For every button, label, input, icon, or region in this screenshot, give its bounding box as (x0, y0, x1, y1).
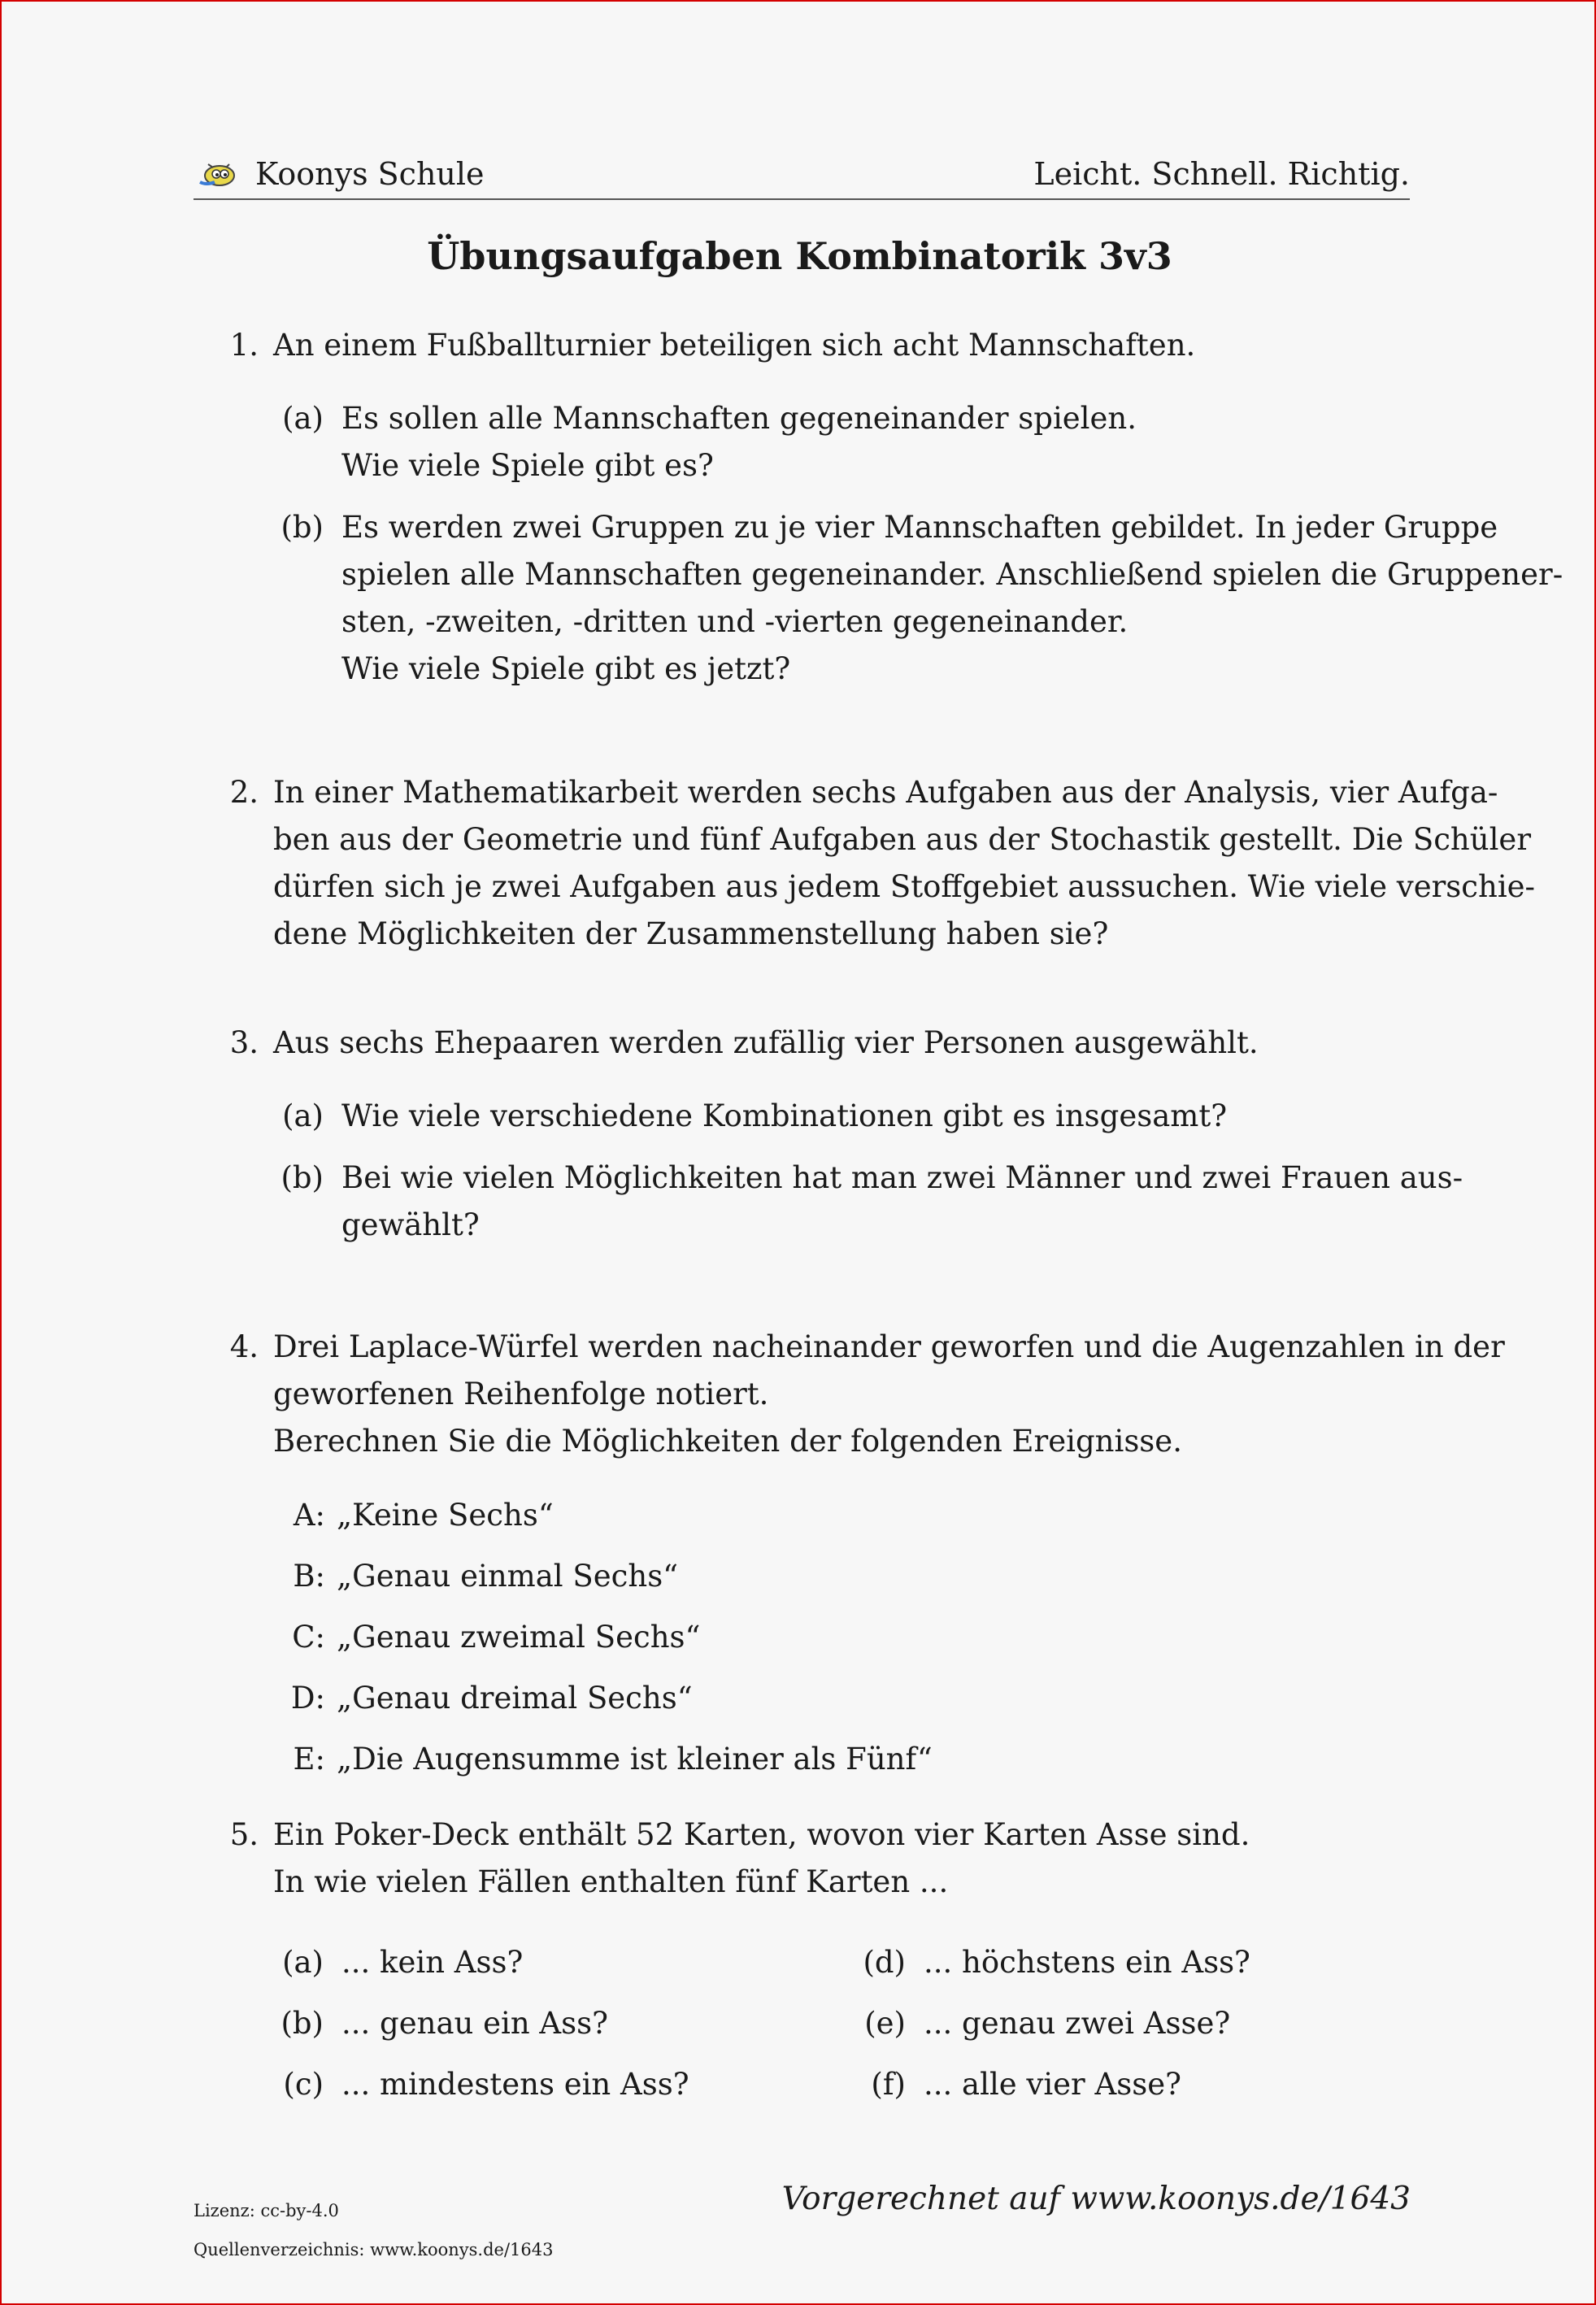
sub-text: ... genau zwei Asse? (924, 2006, 1231, 2041)
text-line: Ein Poker-Deck enthält 52 Karten, wovon vier Karten Asse sind. (273, 1817, 1250, 1852)
brand-name: Koonys Schule (255, 156, 485, 192)
text-line: In wie vielen Fällen enthalten fünf Karten ... (273, 1864, 949, 1899)
text-line: In einer Mathematikarbeit werden sechs Aufgaben aus der Analysis, vier Aufga- (273, 775, 1498, 810)
text-line: An einem Fußballturnier beteiligen sich acht Mannschaften. (273, 328, 1196, 363)
solution-link[interactable]: Vorgerechnet auf www.koonys.de/1643 (781, 2181, 1411, 2217)
sub-label: (d) (863, 1945, 906, 1980)
sub-label: (b) (280, 1160, 324, 1195)
page-header (194, 153, 1410, 200)
event-text: „Genau zweimal Sechs“ (337, 1620, 701, 1655)
koony-logo-icon (197, 158, 237, 190)
problem-number: 3. (229, 1025, 259, 1060)
sub-label: (f) (871, 2067, 906, 2102)
event-text: „Die Augensumme ist kleiner als Fünf“ (337, 1742, 933, 1777)
text-line: ben aus der Geometrie und fünf Aufgaben aus der Stochastik gestellt. Die Schüler (273, 822, 1532, 857)
text-line: gewählt? (341, 1207, 480, 1242)
sub-label: (a) (282, 1098, 324, 1133)
text-line: Wie viele verschiedene Kombinationen gibt es insgesamt? (341, 1098, 1228, 1133)
text-line: Berechnen Sie die Möglichkeiten der folgenden Ereignisse. (273, 1424, 1182, 1459)
sub-label: (e) (864, 2006, 906, 2041)
sub-text: ... alle vier Asse? (924, 2067, 1181, 2102)
event-label: A: (293, 1498, 325, 1533)
problem-number: 2. (229, 775, 259, 810)
sub-label: (c) (283, 2067, 324, 2102)
text-line: Wie viele Spiele gibt es? (341, 448, 714, 483)
sources-note: Quellenverzeichnis: www.koonys.de/1643 (194, 2240, 554, 2259)
sub-text (341, 1093, 1227, 1140)
sub-label: (a) (282, 1945, 324, 1980)
sub-label: (b) (280, 510, 324, 545)
event-label: D: (290, 1681, 325, 1716)
text-line: sten, -zweiten, -dritten und -vierten gegeneinander. (341, 604, 1129, 639)
license-note: Lizenz: cc-by-4.0 (194, 2201, 339, 2220)
event-text: „Keine Sechs“ (337, 1498, 554, 1533)
text-line: Drei Laplace-Würfel werden nacheinander geworfen und die Augenzahlen in der (273, 1329, 1505, 1364)
text-line: Es werden zwei Gruppen zu je vier Mannschaften gebildet. In jeder Gruppe (341, 510, 1498, 545)
sub-text: ... genau ein Ass? (341, 2006, 608, 2041)
event-text: „Genau einmal Sechs“ (337, 1559, 679, 1594)
text-line: Bei wie vielen Möglichkeiten hat man zwei Männer und zwei Frauen aus- (341, 1160, 1463, 1195)
event-label: E: (293, 1742, 325, 1777)
sub-label: (b) (280, 2006, 324, 2041)
problem-text (273, 1020, 1259, 1067)
sub-label: (a) (282, 401, 324, 436)
event-label: C: (292, 1620, 325, 1655)
problem-number: 4. (229, 1329, 259, 1364)
text-line: dürfen sich je zwei Aufgaben aus jedem Stoffgebiet aussuchen. Wie viele verschie- (273, 869, 1536, 904)
sub-text: ... kein Ass? (341, 1945, 524, 1980)
text-line: dene Möglichkeiten der Zusammenstellung haben sie? (273, 916, 1109, 951)
sub-text (341, 504, 1563, 693)
problem-text (273, 769, 1536, 958)
text-line: Wie viele Spiele gibt es jetzt? (341, 651, 791, 686)
sub-text (341, 395, 1137, 489)
problem-text (273, 322, 1195, 369)
sub-text: ... mindestens ein Ass? (341, 2067, 689, 2102)
sub-text: ... höchstens ein Ass? (924, 1945, 1250, 1980)
text-line: Es sollen alle Mannschaften gegeneinander spielen. (341, 401, 1137, 436)
problem-number: 1. (229, 328, 259, 363)
text-line: Aus sechs Ehepaaren werden zufällig vier Personen ausgewählt. (273, 1025, 1259, 1060)
event-label: B: (293, 1559, 325, 1594)
sub-text (341, 1155, 1463, 1249)
problem-number: 5. (229, 1817, 259, 1852)
text-line: spielen alle Mannschaften gegeneinander. Anschließend spielen die Gruppener- (341, 557, 1563, 592)
slogan: Leicht. Schnell. Richtig. (1033, 156, 1410, 192)
event-text: „Genau dreimal Sechs“ (337, 1681, 693, 1716)
problem-text (273, 1811, 1250, 1906)
text-line: geworfenen Reihenfolge notiert. (273, 1376, 769, 1411)
problem-text (273, 1324, 1505, 1465)
page-title: Übungsaufgaben Kombinatorik 3v3 (427, 234, 1172, 278)
